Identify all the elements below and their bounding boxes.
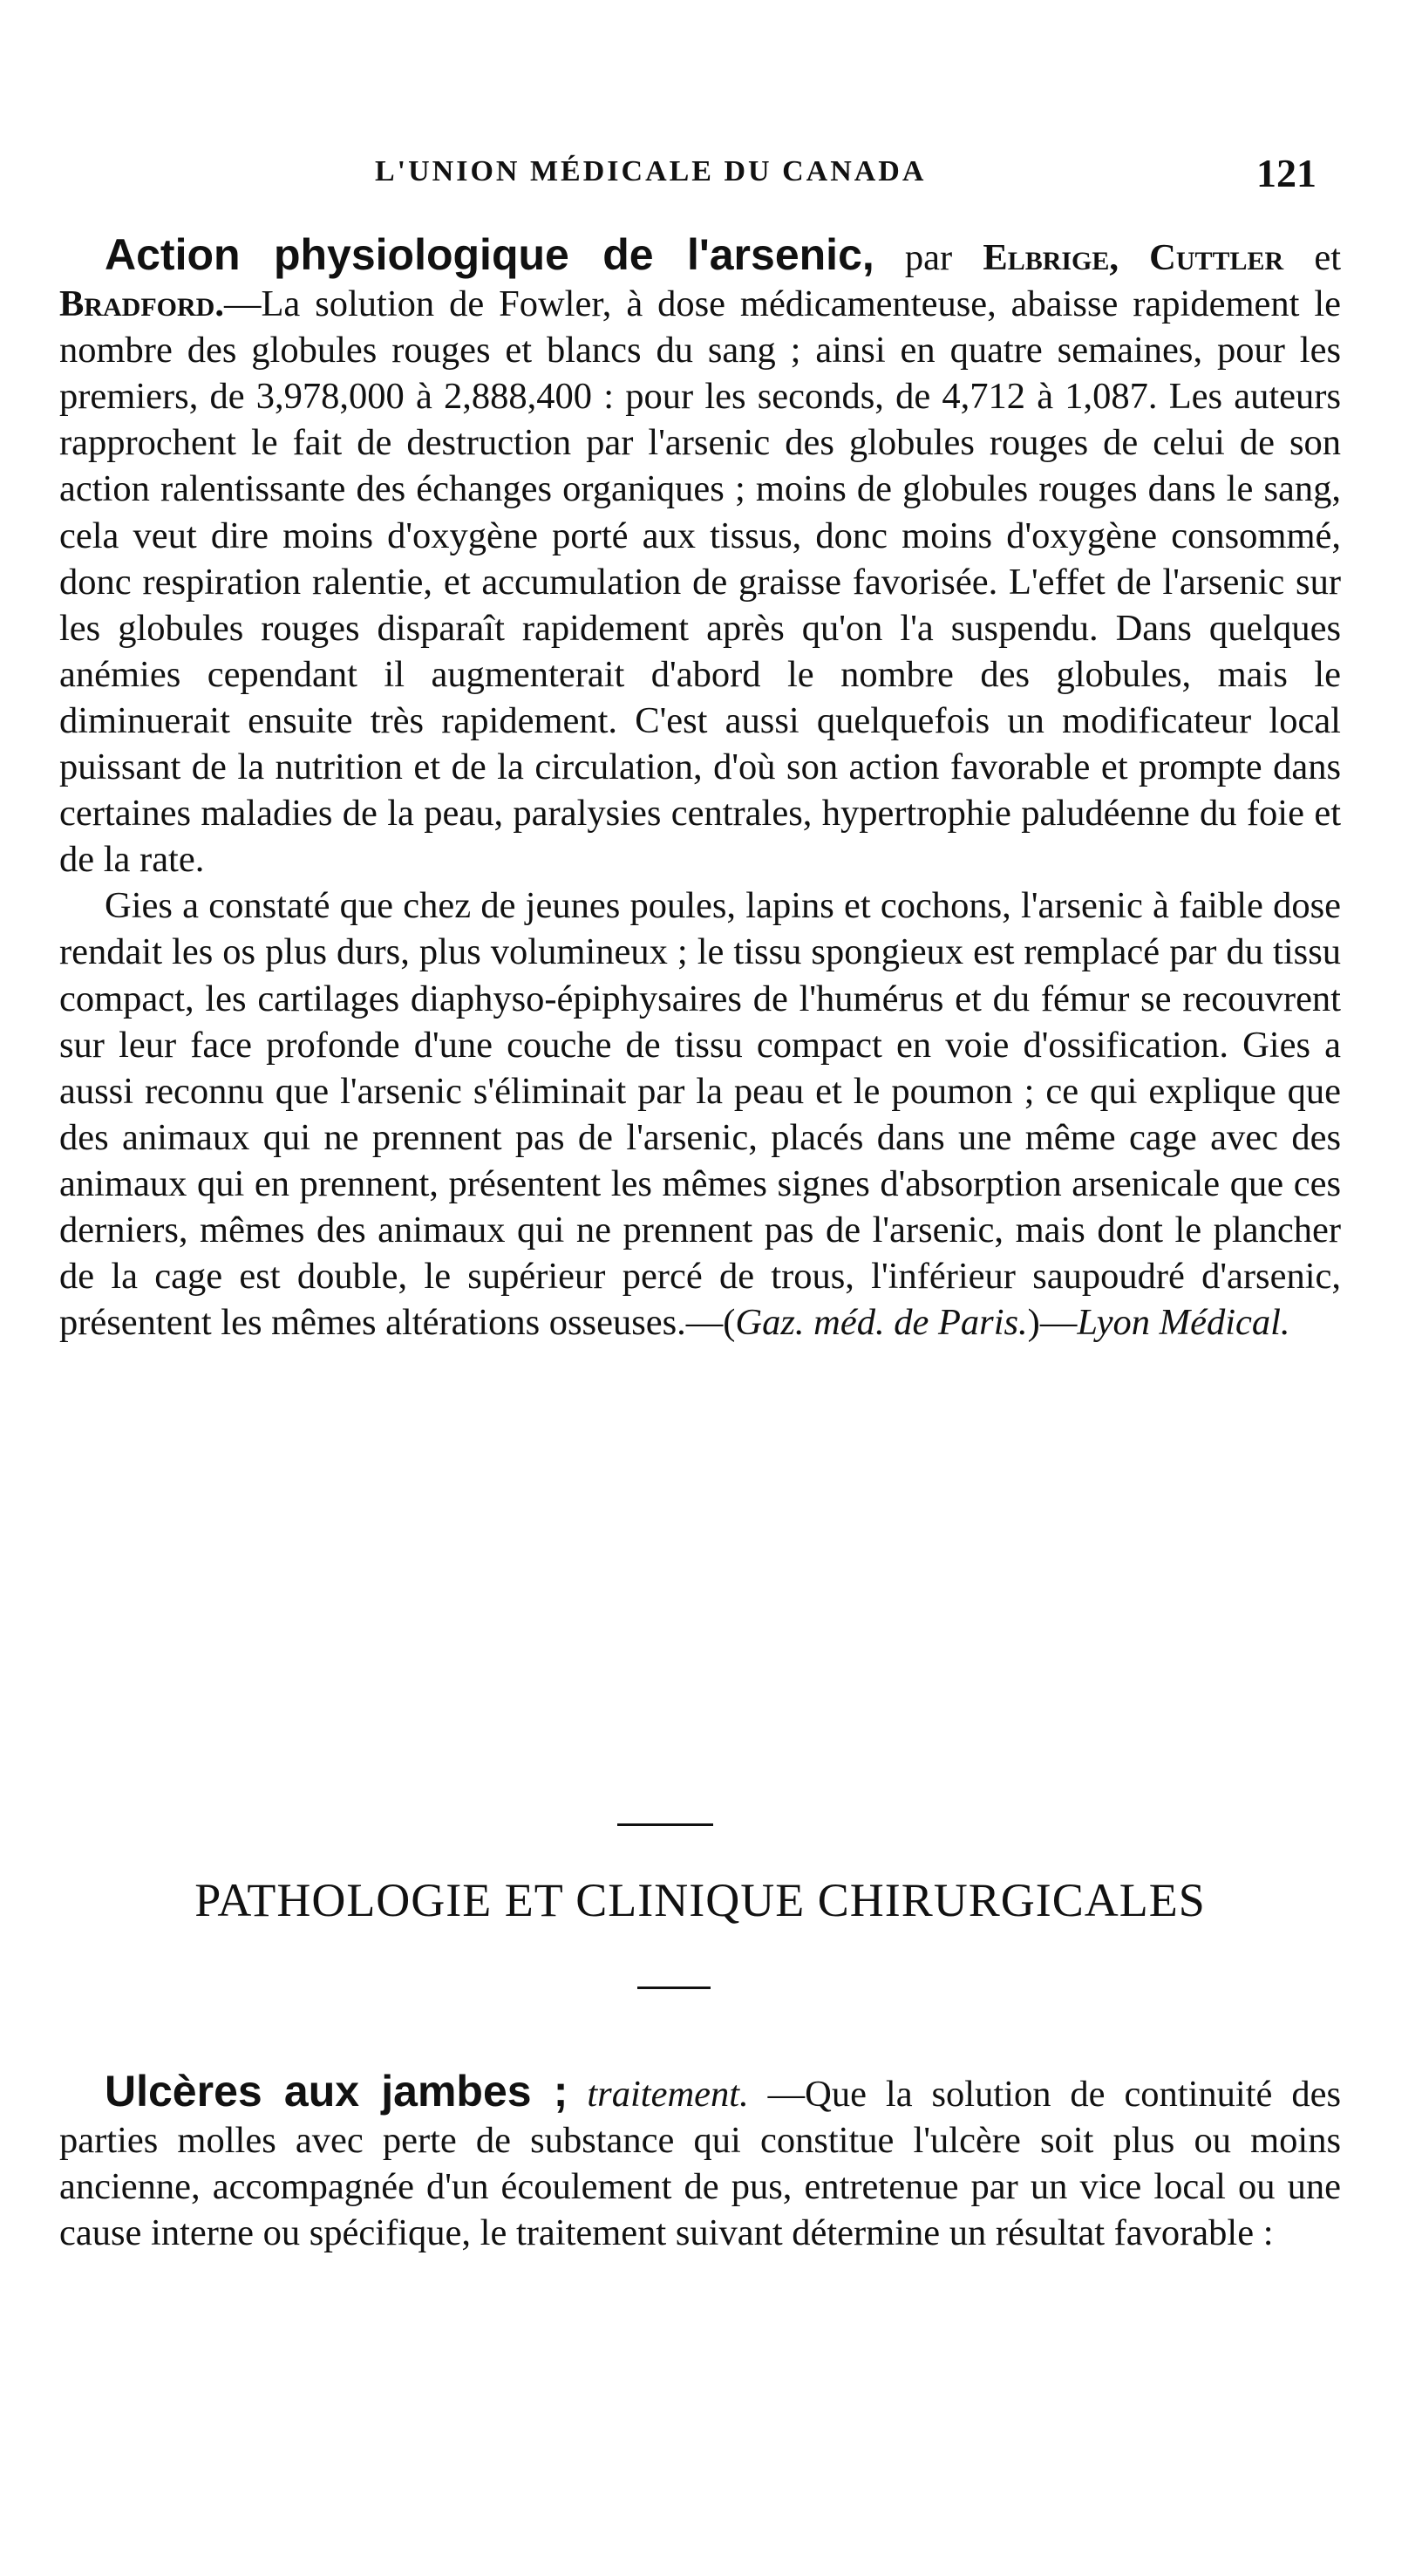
article-arsenic-source: Gaz. méd. de Paris. [735, 1302, 1028, 1344]
article-arsenic-journal: Lyon Médical. [1077, 1302, 1290, 1344]
article-ulceres-title: Ulcères aux jambes ; [105, 2067, 568, 2116]
article-arsenic [59, 232, 1341, 1346]
article-ulceres-paragraph [59, 2068, 1341, 2256]
article-ulceres-body: —Que la solution de continuité des parties molles avec perte de substance qui constitue l'ulcère soit plus ou moins ancienne, accompagnée d'un écoulement de pus, entretenue par un vice local ou une cause interne ou spécifique, le traitement suivant détermine un résultat favorable : [59, 2074, 1341, 2254]
running-head [375, 151, 1317, 208]
article-arsenic-paragraph-1 [59, 232, 1341, 883]
article-arsenic-para2: Gies a constaté que chez de jeunes poules, lapins et cochons, l'arsenic à faible dose rendait les os plus durs, plus volumineux ; le tissu spongieux est remplacé par du tissu compact, les cartilages diaphyso-épiphysaires de l'humérus et du fémur se recouvrent sur leur face profonde d'une couche de tissu compact en voie d'ossification. Gies a aussi reconnu que l'arsenic s'éliminait par la peau et le poumon ; ce qui explique que des animaux qui ne prennent pas de l'arsenic, placés dans une même cage avec des animaux qui en prennent, présentent les mêmes signes d'absorption arsenicale que ces derniers, mêmes des animaux qui ne prennent pas de l'arsenic, mais dont le plancher de la cage est double, le supérieur percé de trous, l'inférieur saupoudré d'arsenic, présentent les mêmes altérations osseuses.—( [59, 885, 1341, 1344]
article-arsenic-close-paren: )— [1027, 1302, 1078, 1344]
article-arsenic-body: —La solution de Fowler, à dose médicamenteuse, abaisse rapidement le nombre des globules rouges et blancs du sang ; ainsi en quatre semaines, pour les premiers, de 3,978,000 à 2,888,400 : pour les seconds, de 4,712 à 1,087. Les auteurs rapprochent le fait de destruction par l'arsenic des globules rouges de celui de son action ralentissante des échanges organiques ; moins de globules rouges dans le sang, cela veut dire moins d'oxygène porté aux tissus, donc moins d'oxygène consommé, donc respiration ralentie, et accumulation de graisse favorisée. L'effet de l'arsenic sur les globules rouges disparaît rapidement après qu'on l'a suspendu. Dans quelques anémies cependant il augmenterait d'abord le nombre des globules, mais le diminuerait ensuite très rapidement. C'est aussi quelquefois un modificateur local puissant de la nutrition et de la circulation, d'où son action favorable et prompte dans certaines maladies de la peau, paralysies centrales, hypertrophie paludéenne du foie et de la rate. [59, 283, 1341, 881]
article-ulceres-subtitle: traitement. [587, 2074, 749, 2115]
article-arsenic-paragraph-2 [59, 883, 1341, 1346]
article-arsenic-title: Action physiologique de l'arsenic, [105, 230, 874, 279]
article-arsenic-byline-prefix: par [904, 237, 953, 278]
running-title: L'UNION MÉDICALE DU CANADA [375, 155, 927, 187]
article-arsenic-author-last: Bradford. [59, 283, 224, 325]
article-arsenic-and: et [1314, 237, 1342, 278]
article-ulceres [59, 2068, 1341, 2256]
section-heading: PATHOLOGIE ET CLINIQUE CHIRURGICALES [194, 1874, 1206, 1926]
divider-rule-top [617, 1823, 713, 1826]
page-number: 121 [1256, 151, 1317, 195]
divider-rule-bottom [637, 1987, 711, 1989]
article-arsenic-authors: Elbrige, Cuttler [983, 237, 1284, 278]
